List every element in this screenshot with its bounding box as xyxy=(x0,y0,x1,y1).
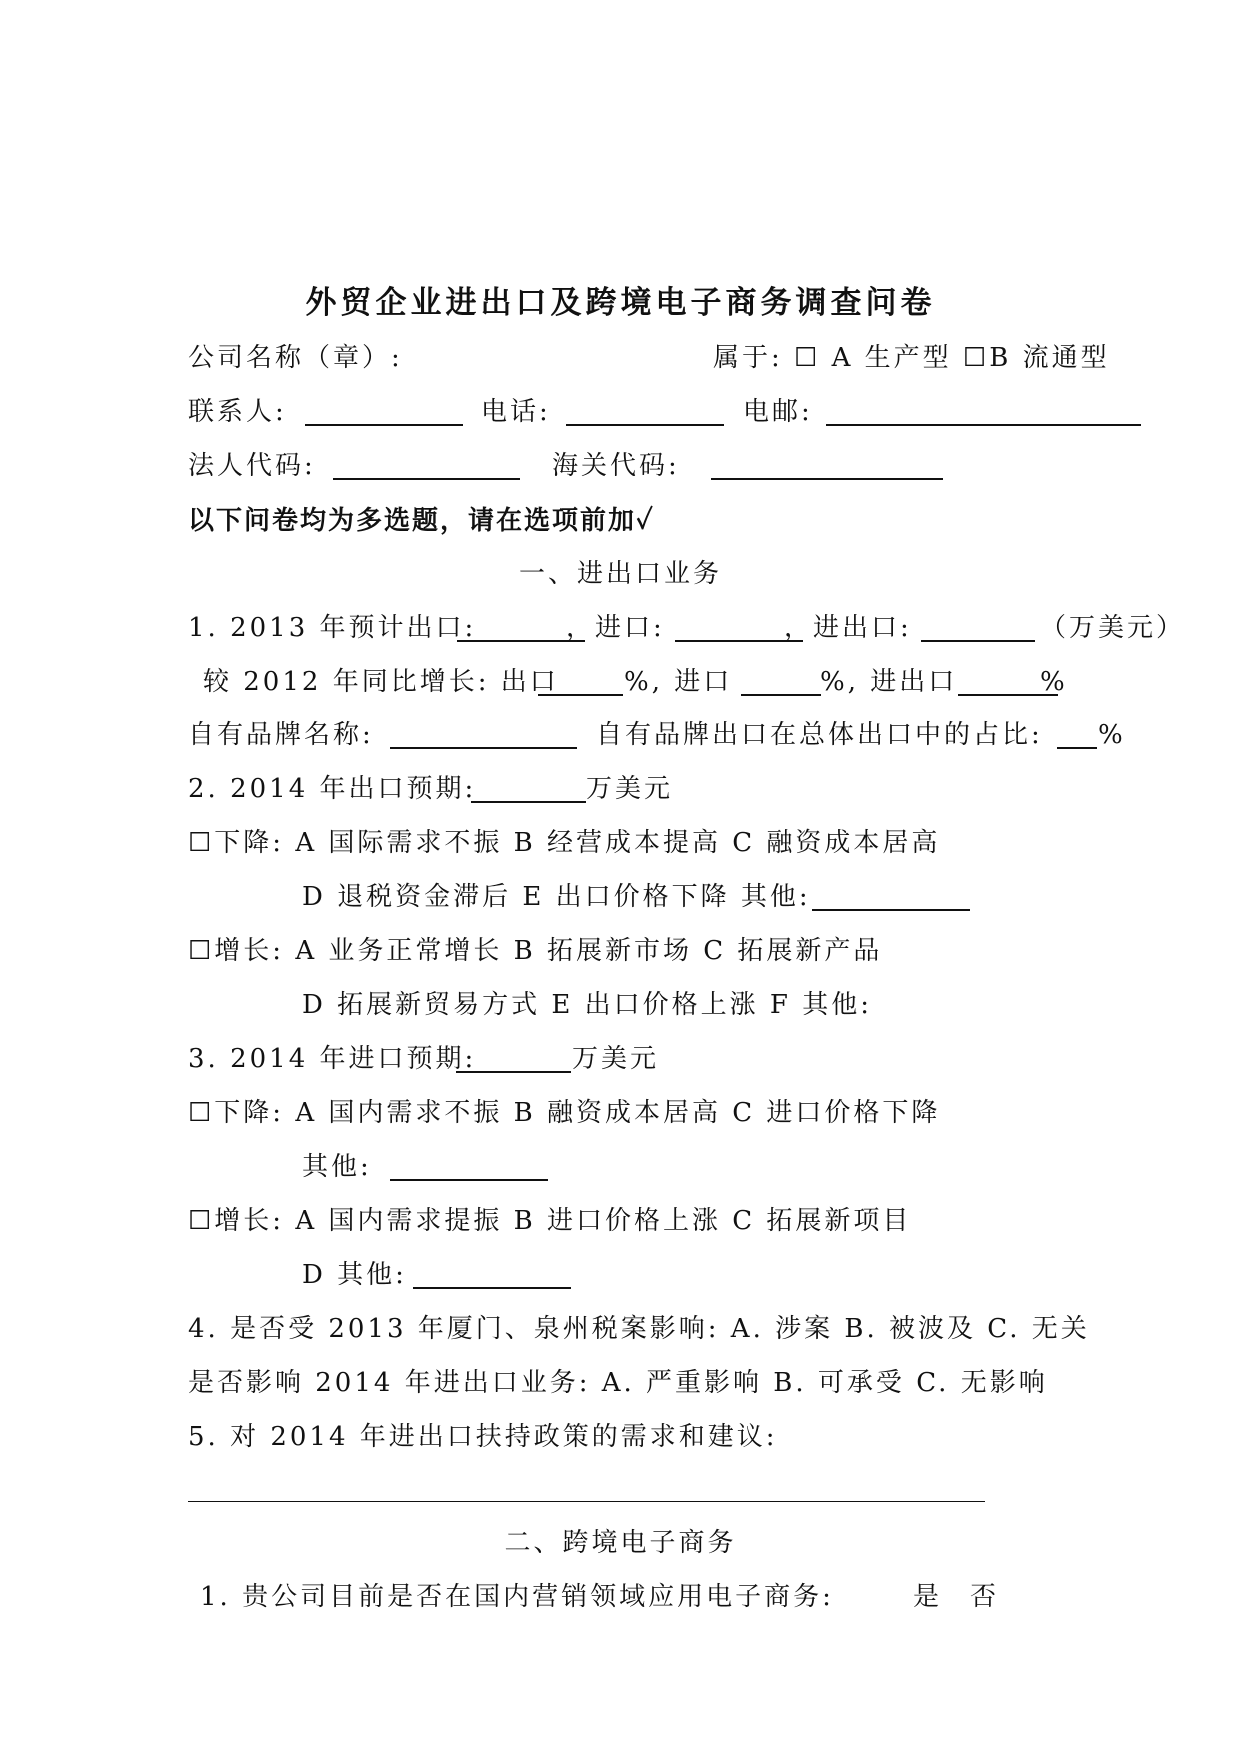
company-name-label: 公司名称（章）: xyxy=(188,343,403,373)
q2-decrease-options[interactable]: ☐下降: A 国际需求不振 B 经营成本提高 C 融资成本居高 xyxy=(188,828,941,858)
email-blank[interactable] xyxy=(826,424,1141,426)
brand-share-label: 自有品牌出口在总体出口中的占比: xyxy=(596,720,1043,750)
q3-blank[interactable] xyxy=(456,1071,571,1073)
q3-decrease-options[interactable]: ☐下降: A 国内需求不振 B 融资成本居高 C 进口价格下降 xyxy=(188,1098,941,1128)
customs-code-blank[interactable] xyxy=(711,478,943,480)
q3-increase-options[interactable]: ☐增长: A 国内需求提振 B 进口价格上涨 C 拓展新项目 xyxy=(188,1206,912,1236)
page-title: 外贸企业进出口及跨境电子商务调查问卷 xyxy=(305,285,936,321)
phone-blank[interactable] xyxy=(566,424,724,426)
q1-total-label: ，进出口: xyxy=(784,613,912,643)
q1-import-label: ，进口: xyxy=(566,613,665,643)
q2-decrease-options-2[interactable]: D 退税资金滞后 E 出口价格下降 其他: xyxy=(302,882,811,912)
q1-growth-export-blank[interactable] xyxy=(538,694,623,696)
q4-impact-options[interactable]: 是否影响 2014 年进出口业务: A. 严重影响 B. 可承受 C. 无影响 xyxy=(188,1368,1048,1398)
q1-growth-import-blank[interactable] xyxy=(741,694,821,696)
q2-increase-options[interactable]: ☐增长: A 业务正常增长 B 拓展新市场 C 拓展新产品 xyxy=(188,936,883,966)
brand-name-label: 自有品牌名称: xyxy=(188,720,374,750)
q1-export-label: 1. 2013 年预计出口: xyxy=(188,613,477,643)
q5-label: 5. 对 2014 年进出口扶持政策的需求和建议: xyxy=(188,1422,778,1452)
q1-unit: （万美元） xyxy=(1040,613,1186,643)
q3-decrease-other-label: 其他: xyxy=(302,1152,372,1182)
q1-growth-export-label: 较 2012 年同比增长: 出口 xyxy=(203,667,559,697)
instruction-text: 以下问卷均为多选题，请在选项前加✓ xyxy=(188,506,655,536)
s2-q1-label: 1. 贵公司目前是否在国内营销领域应用电子商务: xyxy=(200,1582,834,1612)
contact-label: 联系人: xyxy=(188,397,287,427)
brand-share-unit: % xyxy=(1098,720,1126,750)
section1-title: 一、进出口业务 xyxy=(518,559,722,589)
q3-increase-other-label: D 其他: xyxy=(302,1260,407,1290)
contact-blank[interactable] xyxy=(305,424,463,426)
q3-decrease-other-blank[interactable] xyxy=(390,1179,548,1181)
q2-increase-options-2[interactable]: D 拓展新贸易方式 E 出口价格上涨 F 其他: xyxy=(302,990,872,1020)
q1-growth-total-label: %, 进出口 xyxy=(820,667,958,697)
s2-q1-yes-option[interactable]: 是 xyxy=(913,1582,943,1612)
s2-q1-no-option[interactable]: 否 xyxy=(970,1582,1000,1612)
q4-tax-case-options[interactable]: 4. 是否受 2013 年厦门、泉州税案影响: A. 涉案 B. 被波及 C. 无关 xyxy=(188,1314,1090,1344)
q2-blank[interactable] xyxy=(471,801,586,803)
q2-label: 2. 2014 年出口预期: xyxy=(188,774,477,804)
brand-share-blank[interactable] xyxy=(1057,747,1097,749)
q1-total-blank[interactable] xyxy=(921,640,1035,642)
customs-code-label: 海关代码: xyxy=(552,451,680,481)
q1-growth-import-label: %, 进口 xyxy=(624,667,733,697)
section2-title: 二、跨境电子商务 xyxy=(504,1528,737,1558)
email-label: 电邮: xyxy=(743,397,813,427)
q3-increase-other-blank[interactable] xyxy=(413,1287,571,1289)
brand-name-blank[interactable] xyxy=(390,747,577,749)
q2-decrease-other-blank[interactable] xyxy=(812,909,970,911)
legal-code-blank[interactable] xyxy=(333,478,520,480)
q2-unit: 万美元 xyxy=(586,774,674,804)
q5-answer-line[interactable] xyxy=(188,1501,985,1502)
q3-unit: 万美元 xyxy=(572,1044,660,1074)
company-type-options[interactable]: 属于: ☐ A 生产型 ☐B 流通型 xyxy=(713,343,1110,373)
phone-label: 电话: xyxy=(481,397,551,427)
q3-label: 3. 2014 年进口预期: xyxy=(188,1044,477,1074)
legal-code-label: 法人代码: xyxy=(188,451,316,481)
q1-growth-total-unit: % xyxy=(1040,667,1068,697)
